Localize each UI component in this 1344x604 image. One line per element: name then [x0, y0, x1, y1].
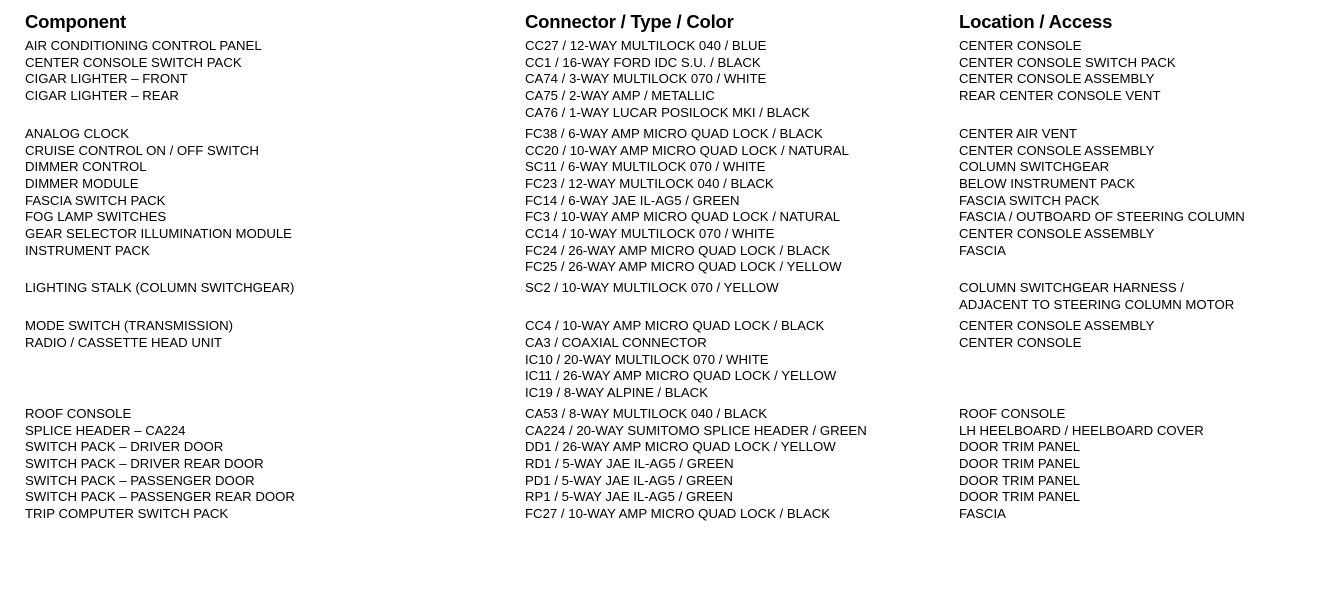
table-row	[25, 456, 1335, 473]
component-text: SWITCH PACK – DRIVER REAR DOOR	[25, 456, 264, 472]
table-row	[25, 318, 1335, 335]
cell-component	[25, 71, 525, 88]
table-row	[25, 439, 1335, 456]
connector-text: FC24 / 26-WAY AMP MICRO QUAD LOCK / BLACK	[525, 242, 831, 258]
connector-text: SC11 / 6-WAY MULTILOCK 070 / WHITE	[525, 159, 766, 175]
cell-location	[959, 71, 1335, 88]
cell-component	[25, 226, 525, 243]
location-text: DOOR TRIM PANEL	[959, 472, 1081, 488]
table-row	[25, 55, 1335, 72]
cell-location	[959, 55, 1335, 72]
table-row	[25, 406, 1335, 423]
component-text: SPLICE HEADER – CA224	[25, 422, 186, 438]
connector-text: RD1 / 5-WAY JAE IL-AG5 / GREEN	[525, 456, 734, 472]
table-row	[25, 38, 1335, 55]
cell-component	[25, 159, 525, 176]
table-row	[25, 335, 1335, 402]
cell-component	[25, 176, 525, 193]
connector-text: CA53 / 8-WAY MULTILOCK 040 / BLACK	[525, 405, 768, 421]
cell-component	[25, 318, 525, 335]
cell-location	[959, 126, 1335, 143]
location-text: CENTER CONSOLE ASSEMBLY	[959, 142, 1155, 158]
cell-location	[959, 456, 1335, 473]
cell-location	[959, 88, 1335, 105]
cell-component	[25, 406, 525, 423]
location-text: DOOR TRIM PANEL	[959, 456, 1081, 472]
cell-component	[25, 506, 525, 523]
cell-connector	[525, 159, 959, 176]
component-text: RADIO / CASSETTE HEAD UNIT	[25, 334, 223, 350]
cell-location	[959, 406, 1335, 423]
cell-connector	[525, 126, 959, 143]
cell-location	[959, 243, 1335, 260]
cell-connector	[525, 456, 959, 473]
cell-connector	[525, 71, 959, 88]
cell-component	[25, 193, 525, 210]
connector-text: SC2 / 10-WAY MULTILOCK 070 / YELLOW	[525, 280, 779, 296]
table-row	[25, 489, 1335, 506]
location-text: CENTER CONSOLE	[959, 334, 1082, 350]
location-text: REAR CENTER CONSOLE VENT	[959, 88, 1161, 104]
cell-connector	[525, 209, 959, 226]
cell-connector	[525, 318, 959, 335]
cell-location	[959, 159, 1335, 176]
cell-location	[959, 335, 1335, 352]
connector-text: FC3 / 10-WAY AMP MICRO QUAD LOCK / NATURAL	[525, 209, 841, 225]
cell-location	[959, 280, 1335, 313]
cell-component	[25, 55, 525, 72]
connector-text: FC23 / 12-WAY MULTILOCK 040 / BLACK	[525, 175, 774, 191]
component-text: TRIP COMPUTER SWITCH PACK	[25, 506, 229, 522]
location-text: CENTER AIR VENT	[959, 125, 1077, 141]
cell-location	[959, 489, 1335, 506]
connector-text: CA224 / 20-WAY SUMITOMO SPLICE HEADER / GREEN	[525, 422, 867, 438]
location-text: CENTER CONSOLE SWITCH PACK	[959, 54, 1176, 70]
cell-component	[25, 243, 525, 260]
table-row	[25, 506, 1335, 523]
component-text: INSTRUMENT PACK	[25, 242, 150, 258]
cell-location	[959, 226, 1335, 243]
location-text: CENTER CONSOLE ASSEMBLY	[959, 318, 1155, 334]
cell-connector	[525, 280, 959, 297]
connector-text: DD1 / 26-WAY AMP MICRO QUAD LOCK / YELLOW	[525, 439, 836, 455]
connector-text: RP1 / 5-WAY JAE IL-AG5 / GREEN	[525, 489, 733, 505]
header-location: Location / Access	[959, 11, 1113, 32]
component-text: FOG LAMP SWITCHES	[25, 209, 167, 225]
cell-component	[25, 38, 525, 55]
cell-component	[25, 473, 525, 490]
location-text: ADJACENT TO STEERING COLUMN MOTOR	[959, 297, 1235, 313]
location-text: FASCIA	[959, 242, 1006, 258]
component-text: MODE SWITCH (TRANSMISSION)	[25, 318, 234, 334]
cell-component	[25, 126, 525, 143]
component-text: DIMMER CONTROL	[25, 159, 147, 175]
cell-component	[25, 209, 525, 226]
component-text: AIR CONDITIONING CONTROL PANEL	[25, 38, 262, 53]
table-row	[25, 176, 1335, 193]
component-text: SWITCH PACK – PASSENGER DOOR	[25, 472, 255, 488]
component-text: SWITCH PACK – PASSENGER REAR DOOR	[25, 489, 295, 505]
connector-text: CC1 / 16-WAY FORD IDC S.U. / BLACK	[525, 54, 761, 70]
cell-connector	[525, 38, 959, 55]
connector-text: IC11 / 26-WAY AMP MICRO QUAD LOCK / YELLOW	[525, 368, 837, 384]
table-row	[25, 473, 1335, 490]
cell-connector	[525, 143, 959, 160]
cell-connector	[525, 473, 959, 490]
connector-text: IC19 / 8-WAY ALPINE / BLACK	[525, 384, 708, 400]
connector-text: FC38 / 6-WAY AMP MICRO QUAD LOCK / BLACK	[525, 125, 823, 141]
connector-text: FC14 / 6-WAY JAE IL-AG5 / GREEN	[525, 192, 740, 208]
location-text: FASCIA	[959, 506, 1006, 522]
cell-connector	[525, 489, 959, 506]
table-row	[25, 88, 1335, 121]
cell-connector	[525, 226, 959, 243]
table-row	[25, 226, 1335, 243]
location-text: DOOR TRIM PANEL	[959, 489, 1081, 505]
table-row	[25, 71, 1335, 88]
component-text: CIGAR LIGHTER – FRONT	[25, 71, 188, 87]
location-text: CENTER CONSOLE ASSEMBLY	[959, 71, 1155, 87]
cell-connector	[525, 193, 959, 210]
cell-connector	[525, 335, 959, 402]
component-text: ANALOG CLOCK	[25, 125, 130, 141]
cell-connector	[525, 506, 959, 523]
table-row	[25, 143, 1335, 160]
cell-component	[25, 456, 525, 473]
table-row	[25, 243, 1335, 276]
cell-component	[25, 489, 525, 506]
cell-connector	[525, 88, 959, 121]
connector-text: PD1 / 5-WAY JAE IL-AG5 / GREEN	[525, 472, 733, 488]
location-text: CENTER CONSOLE ASSEMBLY	[959, 226, 1155, 242]
location-text: COLUMN SWITCHGEAR	[959, 159, 1110, 175]
cell-location	[959, 506, 1335, 523]
location-text: FASCIA / OUTBOARD OF STEERING COLUMN	[959, 209, 1245, 225]
table-header	[25, 7, 1335, 33]
connector-text: CA75 / 2-WAY AMP / METALLIC	[525, 88, 715, 104]
cell-location	[959, 318, 1335, 335]
table-row	[25, 193, 1335, 210]
location-text: ROOF CONSOLE	[959, 405, 1066, 421]
cell-location	[959, 38, 1335, 55]
cell-component	[25, 335, 525, 352]
table-row	[25, 126, 1335, 143]
connector-text: CC20 / 10-WAY AMP MICRO QUAD LOCK / NATURAL	[525, 142, 849, 158]
cell-location	[959, 193, 1335, 210]
cell-connector	[525, 243, 959, 276]
location-text: COLUMN SWITCHGEAR HARNESS /	[959, 280, 1184, 296]
component-text: CRUISE CONTROL ON / OFF SWITCH	[25, 142, 259, 158]
location-text: DOOR TRIM PANEL	[959, 439, 1081, 455]
connector-text: CC14 / 10-WAY MULTILOCK 070 / WHITE	[525, 226, 775, 242]
cell-location	[959, 473, 1335, 490]
component-text: SWITCH PACK – DRIVER DOOR	[25, 439, 224, 455]
connector-text: FC25 / 26-WAY AMP MICRO QUAD LOCK / YELLOW	[525, 259, 842, 275]
cell-location	[959, 143, 1335, 160]
cell-location	[959, 209, 1335, 226]
connector-text: CA74 / 3-WAY MULTILOCK 070 / WHITE	[525, 71, 767, 87]
cell-connector	[525, 176, 959, 193]
component-text: GEAR SELECTOR ILLUMINATION MODULE	[25, 226, 292, 242]
table-row	[25, 280, 1335, 313]
cell-location	[959, 176, 1335, 193]
cell-component	[25, 143, 525, 160]
connector-text: CA3 / COAXIAL CONNECTOR	[525, 334, 707, 350]
component-text: ROOF CONSOLE	[25, 405, 132, 421]
table-row	[25, 159, 1335, 176]
cell-component	[25, 423, 525, 440]
cell-location	[959, 439, 1335, 456]
location-text: BELOW INSTRUMENT PACK	[959, 175, 1136, 191]
connector-text: FC27 / 10-WAY AMP MICRO QUAD LOCK / BLACK	[525, 506, 831, 522]
cell-location	[959, 423, 1335, 440]
cell-component	[25, 88, 525, 105]
location-text: FASCIA SWITCH PACK	[959, 192, 1100, 208]
component-text: CENTER CONSOLE SWITCH PACK	[25, 54, 242, 70]
cell-connector	[525, 55, 959, 72]
cell-connector	[525, 406, 959, 423]
cell-connector	[525, 439, 959, 456]
cell-component	[25, 280, 525, 297]
component-text: LIGHTING STALK (COLUMN SWITCHGEAR)	[25, 280, 295, 296]
location-text: LH HEELBOARD / HEELBOARD COVER	[959, 422, 1204, 438]
cell-component	[25, 439, 525, 456]
connector-text: IC10 / 20-WAY MULTILOCK 070 / WHITE	[525, 351, 769, 367]
component-text: FASCIA SWITCH PACK	[25, 192, 166, 208]
connector-table	[25, 7, 1335, 523]
table-body	[25, 38, 1335, 523]
header-connector: Connector / Type / Color	[525, 11, 734, 32]
component-text: DIMMER MODULE	[25, 175, 139, 191]
table-row	[25, 209, 1335, 226]
connector-text: CC4 / 10-WAY AMP MICRO QUAD LOCK / BLACK	[525, 318, 825, 334]
header-component: Component	[25, 11, 126, 32]
connector-text: CC27 / 12-WAY MULTILOCK 040 / BLUE	[525, 38, 767, 53]
table-row	[25, 423, 1335, 440]
component-text: CIGAR LIGHTER – REAR	[25, 88, 179, 104]
cell-connector	[525, 423, 959, 440]
location-text: CENTER CONSOLE	[959, 38, 1082, 53]
connector-text: CA76 / 1-WAY LUCAR POSILOCK MKI / BLACK	[525, 104, 810, 120]
